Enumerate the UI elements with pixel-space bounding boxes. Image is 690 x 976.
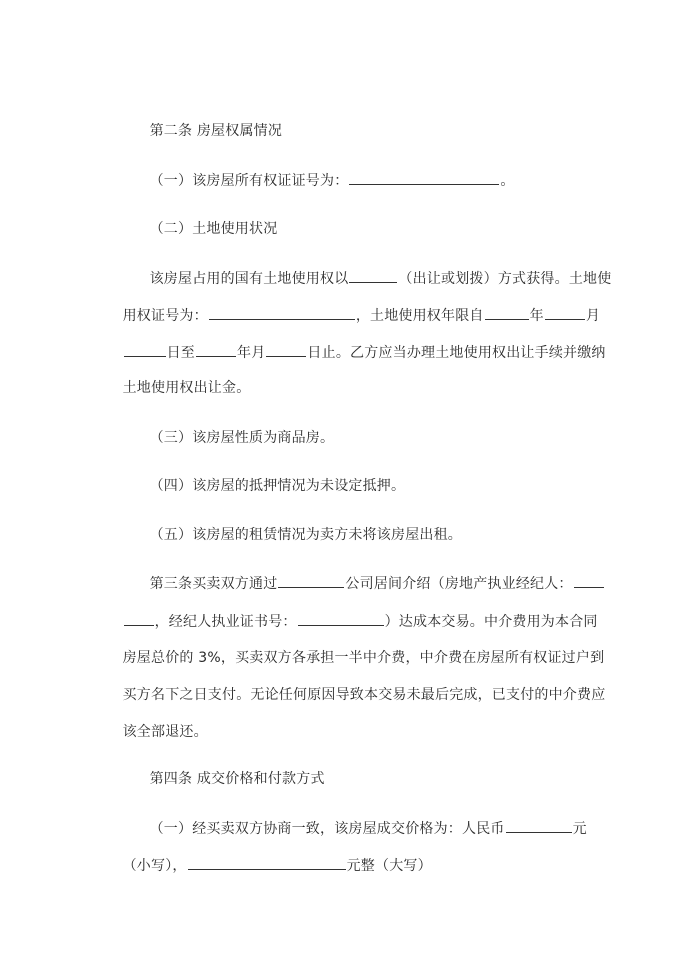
certificate-number-blank — [349, 170, 499, 185]
land-use-text: 日止。乙方应当办理土地使用权出让手续并缴纳 — [307, 345, 606, 361]
article2-heading — [131, 101, 615, 139]
article3-text: ）达成本交易。中介费用为本合同 — [384, 614, 598, 630]
article2-item2-heading — [131, 199, 615, 237]
land-use-text: 该房屋占用的国有土地使用权以 — [149, 271, 349, 287]
article3-line-3 — [104, 628, 605, 666]
item4-text: （四）该房屋的抵押情况为未设定抵押。 — [149, 478, 406, 494]
article3-text: 该全部退还。 — [122, 724, 208, 740]
article3-text: 买方名下之日支付。无论任何原因导致本交易未最后完成，已支付的中介费应 — [122, 687, 606, 703]
land-use-text: 年月 — [237, 345, 266, 361]
price-words-blank — [188, 855, 346, 870]
agent-license-blank — [298, 611, 384, 626]
article2-item4 — [131, 456, 615, 494]
end-year-blank — [196, 342, 236, 357]
article3-text: 第三条买卖双方通过 — [149, 576, 278, 592]
item5-text: （五）该房屋的租赁情况为卖方未将该房屋出租。 — [149, 527, 463, 543]
item3-text: （三）该房屋性质为商品房。 — [149, 430, 335, 446]
article3-line-2 — [104, 591, 598, 630]
land-use-line-1 — [131, 248, 615, 287]
article4-text: （小写）， — [122, 858, 187, 874]
start-month-blank — [545, 305, 585, 320]
company-blank — [278, 573, 344, 588]
land-use-text: 日至 — [166, 345, 196, 361]
price-numeric-blank — [506, 818, 572, 833]
land-use-text: ，土地使用权年限自 — [355, 308, 484, 324]
article2-item5 — [131, 505, 615, 543]
land-use-line-2 — [104, 285, 601, 324]
article4-text: 元 — [572, 821, 587, 837]
agent-name-blank-cont — [124, 611, 154, 626]
start-day-blank — [124, 342, 166, 357]
start-year-blank — [485, 305, 529, 320]
article4-text: 元整（大写） — [346, 858, 432, 874]
land-use-text: 月 — [585, 308, 601, 324]
article4-heading-text: 第四条 成交价格和付款方式 — [149, 771, 325, 787]
item2-heading-text: （二）土地使用状况 — [149, 221, 278, 237]
article4-item1-line-1 — [131, 798, 615, 837]
article2-item1 — [131, 150, 615, 189]
land-use-text: 用权证号为： — [122, 308, 208, 324]
article3-text: ，经纪人执业证书号： — [154, 614, 297, 630]
article4-heading — [131, 749, 615, 787]
end-day-blank — [266, 342, 306, 357]
article3-line-1 — [131, 553, 615, 592]
land-use-text: （出让或划拨）方式获得。土地使 — [398, 271, 612, 287]
item1-suffix: 。 — [500, 173, 515, 189]
acquisition-method-blank — [349, 268, 397, 283]
article4-item1-line-2 — [104, 835, 588, 874]
land-use-line-3 — [104, 322, 606, 361]
article2-item3 — [131, 408, 615, 446]
article2-heading-text: 第二条 房屋权属情况 — [149, 123, 283, 139]
article3-text: 公司居间介绍（房地产执业经纪人： — [345, 576, 573, 592]
agent-name-blank — [574, 573, 604, 588]
article3-text: 房屋总价的 3%，买卖双方各承担一半中介费，中介费在房屋所有权证过户到 — [122, 650, 605, 666]
land-use-line-4 — [104, 358, 588, 396]
article3-line-4 — [104, 665, 606, 703]
land-use-text: 土地使用权出让金。 — [122, 380, 251, 396]
item1-prefix: （一）该房屋所有权证证号为： — [149, 173, 349, 189]
article3-line-5 — [104, 702, 588, 740]
land-certificate-blank — [209, 305, 355, 320]
land-use-text: 年 — [529, 308, 544, 324]
article4-text: （一）经买卖双方协商一致，该房屋成交价格为：人民币 — [149, 821, 505, 837]
